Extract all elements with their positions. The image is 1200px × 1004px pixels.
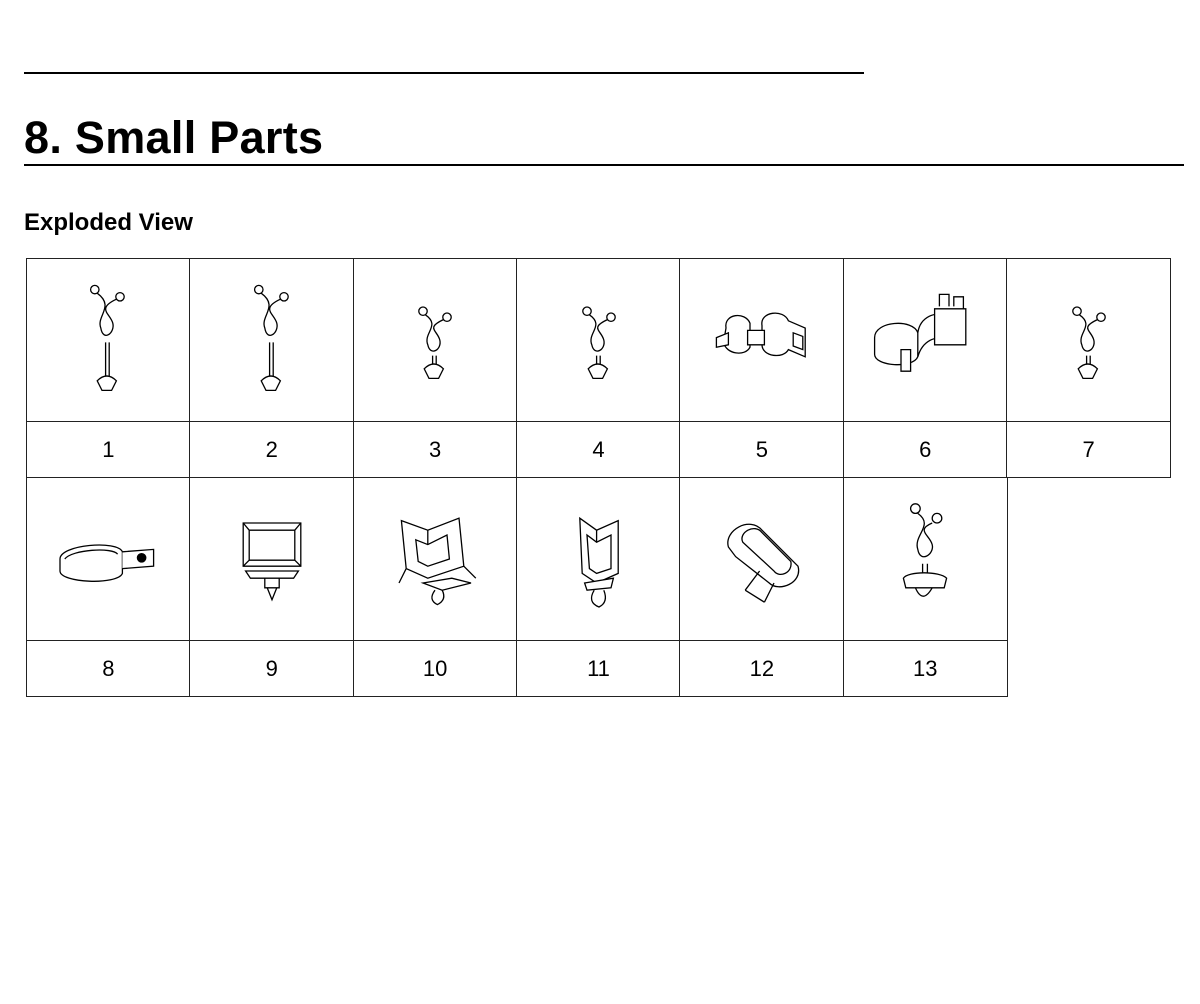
- wire-clip-short-icon: [539, 280, 659, 400]
- part-image-4: [516, 258, 681, 423]
- part-image-13: [843, 477, 1008, 642]
- part-number-6: 6: [843, 421, 1008, 478]
- part-number-10: 10: [353, 640, 518, 697]
- part-number-11: 11: [516, 640, 681, 697]
- part-image-10: [353, 477, 518, 642]
- parts-number-row-2: [26, 642, 1180, 698]
- empty-cell: [1006, 477, 1171, 642]
- top-rule: [24, 72, 864, 74]
- part-image-8: [26, 477, 191, 642]
- part-number-7: 7: [1006, 421, 1171, 478]
- wire-clip-long-icon: [48, 280, 168, 400]
- part-image-1: [26, 258, 191, 423]
- parts-number-row-1: [26, 423, 1180, 479]
- part-image-3: [353, 258, 518, 423]
- part-number-8: 8: [26, 640, 191, 697]
- double-clamp-icon: [702, 280, 822, 400]
- part-number-13: 13: [843, 640, 1008, 697]
- part-image-5: [679, 258, 844, 423]
- part-number-2: 2: [189, 421, 354, 478]
- part-number-9: 9: [189, 640, 354, 697]
- title-rule: [24, 164, 1184, 166]
- part-image-7: [1006, 258, 1171, 423]
- v-holder-narrow-icon: [539, 499, 659, 619]
- part-image-11: [516, 477, 681, 642]
- s-clamp-icon: [865, 280, 985, 400]
- parts-image-row-1: [26, 259, 1180, 423]
- part-image-9: [189, 477, 354, 642]
- part-image-2: [189, 258, 354, 423]
- part-image-6: [843, 258, 1008, 423]
- wire-clip-base-icon: [865, 499, 985, 619]
- square-holder-icon: [212, 499, 332, 619]
- cable-clip-icon: [702, 499, 822, 619]
- part-number-5: 5: [679, 421, 844, 478]
- parts-table: [26, 259, 1180, 697]
- part-number-12: 12: [679, 640, 844, 697]
- empty-cell: [1006, 640, 1171, 697]
- parts-image-row-2: [26, 478, 1180, 642]
- part-number-3: 3: [353, 421, 518, 478]
- wire-clip-long-icon: [212, 280, 332, 400]
- page-title: 8. Small Parts: [24, 112, 324, 163]
- part-number-1: 1: [26, 421, 191, 478]
- section-subtitle: Exploded View: [24, 209, 193, 236]
- v-holder-icon: [375, 499, 495, 619]
- band-clamp-icon: [48, 499, 168, 619]
- wire-clip-short-icon: [1029, 280, 1149, 400]
- part-number-4: 4: [516, 421, 681, 478]
- part-image-12: [679, 477, 844, 642]
- wire-clip-short-icon: [375, 280, 495, 400]
